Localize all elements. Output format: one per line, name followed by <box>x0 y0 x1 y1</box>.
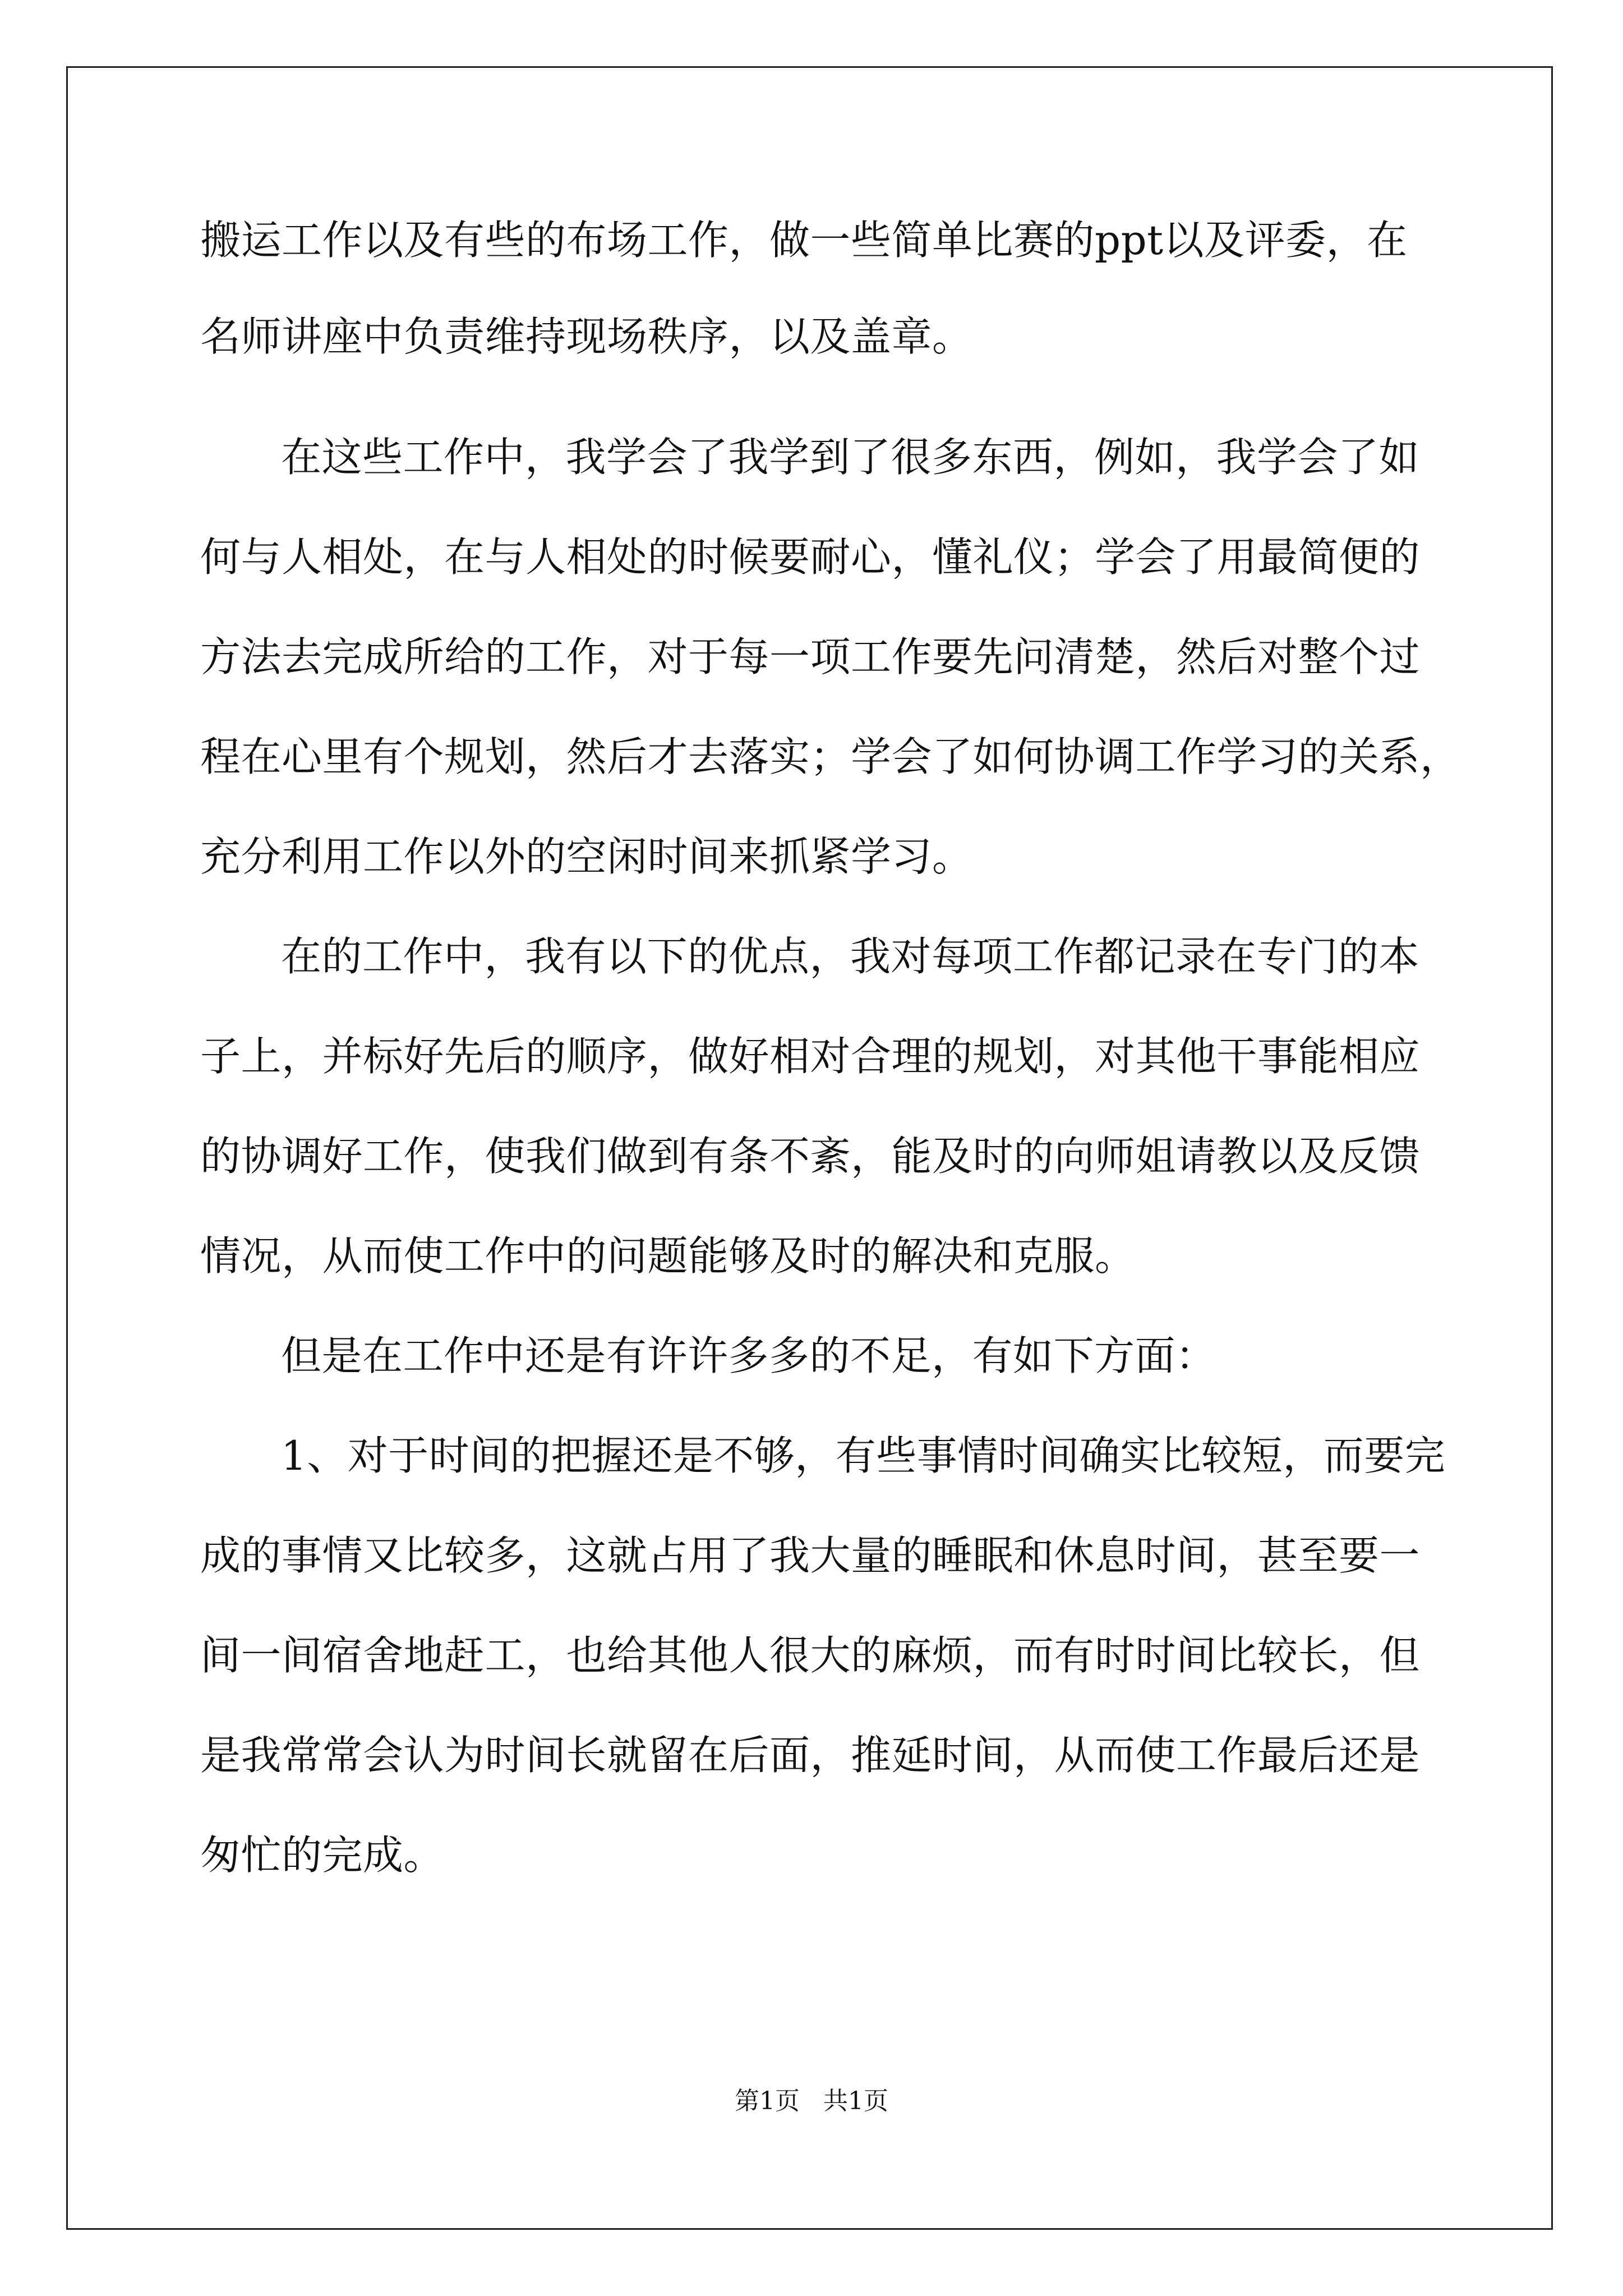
text-line: 的协调好工作，使我们做到有条不紊，能及时的向师姐请教以及反馈 <box>200 1133 1421 1180</box>
text-line: 成的事情又比较多，这就占用了我大量的睡眠和休息时间，甚至要一 <box>200 1532 1421 1579</box>
text-line: 搬运工作以及有些的布场工作，做一些简单比赛的ppt以及评委，在 <box>200 217 1408 264</box>
text-line: 子上，并标好先后的顺序，做好相对合理的规划，对其他干事能相应 <box>200 1033 1421 1080</box>
paragraph-first-line: 1、对于时间的把握还是不够，有些事情时间确实比较短，而要完 <box>281 1432 1446 1479</box>
text-line: 名师讲座中负责维持现场秩序，以及盖章。 <box>200 313 973 360</box>
text-line: 情况，从而使工作中的问题能够及时的解决和克服。 <box>200 1232 1136 1280</box>
text-line: 充分利用工作以外的空闲时间来抓紧学习。 <box>200 833 973 880</box>
page-number-footer: 第1页 共1页 <box>735 2087 888 2115</box>
text-line: 是我常常会认为时间长就留在后面，推延时间，从而使工作最后还是 <box>200 1732 1421 1779</box>
text-line: 间一间宿舍地赶工，也给其他人很大的麻烦，而有时时间比较长，但 <box>200 1632 1421 1679</box>
text-line: 程在心里有个规划，然后才去落实；学会了如何协调工作学习的关系， <box>200 733 1461 780</box>
text-line: 何与人相处，在与人相处的时候要耐心，懂礼仪；学会了用最简便的 <box>200 533 1421 581</box>
paragraph-first-line: 在的工作中，我有以下的优点，我对每项工作都记录在专门的本 <box>281 933 1420 980</box>
paragraph-first-line: 在这些工作中，我学会了我学到了很多东西，例如，我学会了如 <box>281 434 1420 481</box>
paragraph-first-line: 但是在工作中还是有许许多多的不足，有如下方面： <box>281 1332 1216 1379</box>
text-line: 匆忙的完成。 <box>200 1832 445 1879</box>
text-line: 方法去完成所给的工作，对于每一项工作要先问清楚，然后对整个过 <box>200 633 1421 680</box>
